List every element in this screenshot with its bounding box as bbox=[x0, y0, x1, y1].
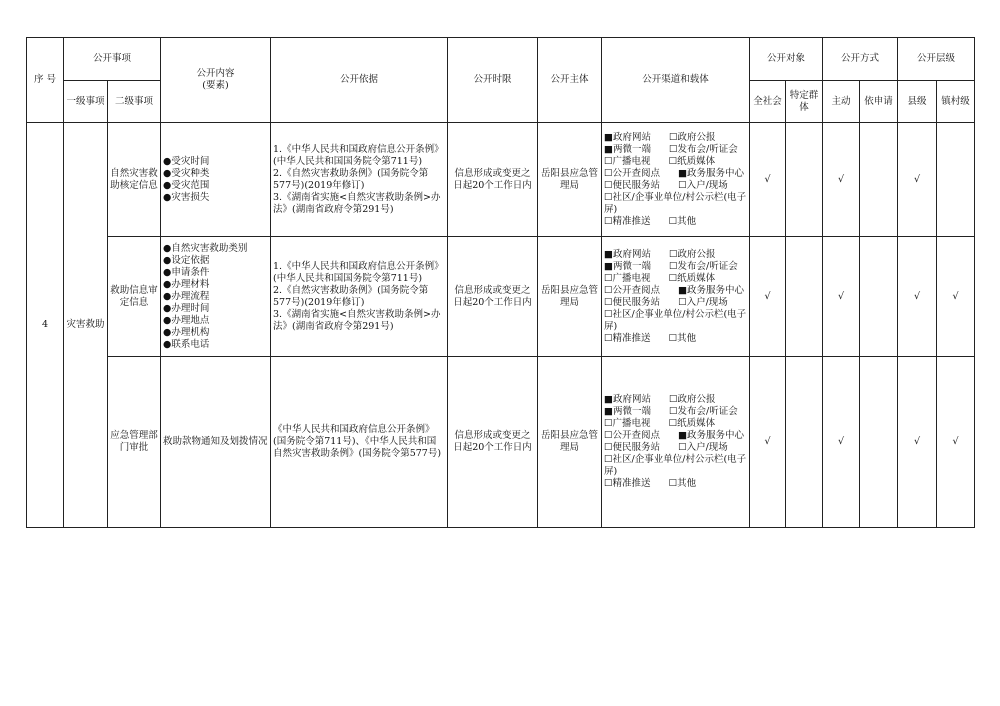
channel-community: 社区/企事业单位/村公示栏(电子屏) bbox=[604, 191, 747, 215]
basis-item: 3.《湖南省实施<自然灾害救助条例>办法》(湖南省政府令第291号) bbox=[273, 191, 441, 215]
row-target-group bbox=[786, 357, 823, 528]
channel-service-center: 政务服务中心 bbox=[687, 284, 745, 296]
unchecked-box-icon: ☐ bbox=[604, 272, 613, 284]
header-channel: 公开渠道和载体 bbox=[602, 38, 750, 123]
channel-two-micro: 两微一端 bbox=[613, 260, 652, 272]
row-level2: 救助信息审定信息 bbox=[108, 237, 161, 357]
basis-item: 2.《自然灾害救助条例》(国务院令第577号)(2019年修订) bbox=[273, 284, 429, 308]
unchecked-box-icon: ☐ bbox=[668, 272, 678, 284]
content-item: ● 自然灾害救助类别 bbox=[163, 243, 268, 255]
channel-press: 发布会/听证会 bbox=[677, 406, 738, 417]
header-subject: 公开主体 bbox=[538, 38, 602, 123]
row-method-apply bbox=[860, 357, 898, 528]
header-basis: 公开依据 bbox=[271, 38, 448, 123]
row-method-active: √ bbox=[823, 357, 860, 528]
channel-gov-gazette: 政府公报 bbox=[677, 248, 716, 260]
row-method-active: √ bbox=[823, 123, 860, 237]
row-target-all: √ bbox=[750, 357, 786, 528]
row-subject: 岳阳县应急管理局 bbox=[538, 123, 602, 237]
row-method-apply bbox=[860, 237, 898, 357]
unchecked-box-icon: ☐ bbox=[604, 454, 613, 465]
channel-reading-point: 公开查阅点 bbox=[612, 430, 661, 441]
unchecked-box-icon: ☐ bbox=[668, 478, 678, 489]
unchecked-box-icon: ☐ bbox=[669, 260, 678, 272]
row-tier-county: √ bbox=[898, 237, 937, 357]
content-item: ● 办理机构 bbox=[163, 327, 268, 339]
channel-service-center: 政务服务中心 bbox=[687, 167, 745, 179]
content-item: ● 办理流程 bbox=[163, 291, 268, 303]
unchecked-box-icon: ☐ bbox=[669, 143, 678, 155]
content-item: ● 办理材料 bbox=[163, 279, 268, 291]
header-content-sub: (要素) bbox=[202, 80, 229, 91]
channel-gov-site: 政府网站 bbox=[613, 248, 652, 260]
unchecked-box-icon: ☐ bbox=[604, 478, 613, 489]
unchecked-box-icon: ☐ bbox=[604, 332, 613, 344]
row-subject: 岳阳县应急管理局 bbox=[538, 357, 602, 528]
unchecked-box-icon: ☐ bbox=[604, 430, 613, 441]
channel-other: 其他 bbox=[677, 478, 697, 489]
group-seq: 4 bbox=[27, 123, 64, 528]
table-row bbox=[27, 237, 975, 357]
channel-other: 其他 bbox=[677, 215, 697, 227]
basis-item: 2.《自然灾害救助条例》(国务院令第577号)(2019年修订) bbox=[273, 167, 429, 191]
header-target-all: 全社会 bbox=[750, 81, 786, 123]
unchecked-box-icon: ☐ bbox=[678, 296, 687, 308]
table-row bbox=[27, 123, 975, 237]
header-target: 公开对象 bbox=[750, 38, 823, 81]
row-tier-town: √ bbox=[937, 357, 975, 528]
unchecked-box-icon: ☐ bbox=[604, 167, 613, 179]
row-basis bbox=[271, 123, 448, 237]
row-tier-county: √ bbox=[898, 357, 937, 528]
channel-two-micro: 两微一端 bbox=[613, 143, 652, 155]
header-tier: 公开层级 bbox=[898, 38, 975, 81]
channel-reading-point: 公开查阅点 bbox=[612, 167, 661, 179]
channel-gov-gazette: 政府公报 bbox=[677, 394, 716, 405]
content-item: ● 受灾种类 bbox=[163, 168, 268, 180]
unchecked-box-icon: ☐ bbox=[668, 418, 678, 429]
row-time: 信息形成或变更之日起20个工作日内 bbox=[448, 123, 538, 237]
channel-service-station: 便民服务站 bbox=[612, 442, 661, 453]
row-level2: 应急管理部门审批 bbox=[108, 357, 161, 528]
row-method-apply bbox=[860, 123, 898, 237]
unchecked-box-icon: ☐ bbox=[668, 155, 678, 167]
checked-box-icon: ■ bbox=[678, 430, 688, 441]
channel-community: 社区/企事业单位/村公示栏(电子屏) bbox=[604, 454, 747, 477]
unchecked-box-icon: ☐ bbox=[668, 215, 678, 227]
row-channels bbox=[602, 357, 750, 528]
row-basis bbox=[271, 237, 448, 357]
header-method: 公开方式 bbox=[823, 38, 898, 81]
unchecked-box-icon: ☐ bbox=[604, 155, 613, 167]
row-tier-town bbox=[937, 123, 975, 237]
unchecked-box-icon: ☐ bbox=[604, 191, 613, 203]
basis-item: 1.《中华人民共和国政府信息公开条例》(中华人民共和国国务院令第711号) bbox=[273, 143, 444, 167]
unchecked-box-icon: ☐ bbox=[604, 179, 613, 191]
content-item: ● 受灾范围 bbox=[163, 180, 268, 192]
unchecked-box-icon: ☐ bbox=[669, 248, 678, 260]
header-level2: 二级事项 bbox=[108, 81, 161, 123]
row-level2: 自然灾害救助核定信息 bbox=[108, 123, 161, 237]
checked-box-icon: ■ bbox=[604, 143, 613, 155]
channel-reading-point: 公开查阅点 bbox=[612, 284, 661, 296]
header-method-active: 主动 bbox=[823, 81, 860, 123]
channel-other: 其他 bbox=[677, 332, 697, 344]
channel-broadcast: 广播电视 bbox=[612, 155, 651, 167]
content-item: ● 申请条件 bbox=[163, 267, 268, 279]
row-target-group bbox=[786, 237, 823, 357]
unchecked-box-icon: ☐ bbox=[678, 442, 687, 453]
unchecked-box-icon: ☐ bbox=[604, 442, 613, 453]
row-content bbox=[161, 123, 271, 237]
unchecked-box-icon: ☐ bbox=[669, 406, 678, 417]
unchecked-box-icon: ☐ bbox=[669, 131, 678, 143]
row-target-all: √ bbox=[750, 123, 786, 237]
checked-box-icon: ■ bbox=[604, 394, 613, 405]
channel-broadcast: 广播电视 bbox=[612, 272, 651, 284]
basis-item: 3.《湖南省实施<自然灾害救助条例>办法》(湖南省政府令第291号) bbox=[273, 308, 441, 332]
channel-precise: 精准推送 bbox=[612, 478, 651, 489]
unchecked-box-icon: ☐ bbox=[604, 418, 613, 429]
row-content: 救助款物通知及划拨情况 bbox=[161, 357, 271, 528]
channel-gov-gazette: 政府公报 bbox=[677, 131, 716, 143]
channel-press: 发布会/听证会 bbox=[677, 143, 738, 155]
content-item: ● 设定依据 bbox=[163, 255, 268, 267]
row-subject: 岳阳县应急管理局 bbox=[538, 237, 602, 357]
group-level1: 灾害救助 bbox=[64, 123, 108, 528]
table-row bbox=[27, 357, 975, 528]
header-tier-town: 镇村级 bbox=[937, 81, 975, 123]
row-method-active: √ bbox=[823, 237, 860, 357]
checked-box-icon: ■ bbox=[604, 248, 613, 260]
unchecked-box-icon: ☐ bbox=[668, 332, 678, 344]
channel-gov-site: 政府网站 bbox=[613, 394, 652, 405]
row-tier-town: √ bbox=[937, 237, 975, 357]
channel-precise: 精准推送 bbox=[612, 332, 651, 344]
content-item: ● 办理时间 bbox=[163, 303, 268, 315]
channel-service-center: 政务服务中心 bbox=[687, 430, 745, 441]
row-channels bbox=[602, 123, 750, 237]
header-content bbox=[161, 38, 271, 123]
channel-community: 社区/企事业单位/村公示栏(电子屏) bbox=[604, 308, 747, 332]
content-item: ● 联系电话 bbox=[163, 339, 268, 351]
channel-precise: 精准推送 bbox=[612, 215, 651, 227]
header-time: 公开时限 bbox=[448, 38, 538, 123]
header-matters: 公开事项 bbox=[64, 38, 161, 81]
content-item: ● 灾害损失 bbox=[163, 192, 268, 204]
checked-box-icon: ■ bbox=[678, 167, 688, 179]
row-basis bbox=[271, 357, 448, 528]
header-tier-county: 县级 bbox=[898, 81, 937, 123]
unchecked-box-icon: ☐ bbox=[678, 179, 687, 191]
header-seq: 序 号 bbox=[27, 38, 64, 123]
content-item: ● 受灾时间 bbox=[163, 156, 268, 168]
unchecked-box-icon: ☐ bbox=[604, 284, 613, 296]
header-target-group: 特定群体 bbox=[786, 81, 823, 123]
unchecked-box-icon: ☐ bbox=[669, 394, 678, 405]
checked-box-icon: ■ bbox=[604, 131, 613, 143]
unchecked-box-icon: ☐ bbox=[604, 308, 613, 320]
checked-box-icon: ■ bbox=[604, 406, 613, 417]
channel-door: 入户/现场 bbox=[686, 442, 728, 453]
unchecked-box-icon: ☐ bbox=[604, 296, 613, 308]
channel-service-station: 便民服务站 bbox=[612, 296, 661, 308]
channel-door: 入户/现场 bbox=[686, 296, 728, 308]
header-content-label: 公开内容 bbox=[196, 68, 235, 79]
header-method-apply: 依申请 bbox=[860, 81, 898, 123]
channel-broadcast: 广播电视 bbox=[612, 418, 651, 429]
header-level1: 一级事项 bbox=[64, 81, 108, 123]
basis-item: 《中华人民共和国政府信息公开条例》(国务院令第711号)、《中华人民共和国自然灾害救助条例》(国务院令第577号) bbox=[273, 424, 442, 459]
disclosure-table bbox=[26, 37, 975, 528]
row-content bbox=[161, 237, 271, 357]
basis-item: 1.《中华人民共和国政府信息公开条例》(中华人民共和国国务院令第711号) bbox=[273, 260, 444, 284]
channel-door: 入户/现场 bbox=[686, 179, 728, 191]
checked-box-icon: ■ bbox=[678, 284, 688, 296]
unchecked-box-icon: ☐ bbox=[604, 215, 613, 227]
channel-gov-site: 政府网站 bbox=[613, 131, 652, 143]
content-item: ● 办理地点 bbox=[163, 315, 268, 327]
row-time: 信息形成或变更之日起20个工作日内 bbox=[448, 237, 538, 357]
channel-service-station: 便民服务站 bbox=[612, 179, 661, 191]
row-target-all: √ bbox=[750, 237, 786, 357]
channel-paper: 纸质媒体 bbox=[677, 272, 716, 284]
channel-press: 发布会/听证会 bbox=[677, 260, 738, 272]
channel-two-micro: 两微一端 bbox=[613, 406, 652, 417]
channel-paper: 纸质媒体 bbox=[677, 155, 716, 167]
channel-paper: 纸质媒体 bbox=[677, 418, 716, 429]
checked-box-icon: ■ bbox=[604, 260, 613, 272]
row-tier-county: √ bbox=[898, 123, 937, 237]
row-target-group bbox=[786, 123, 823, 237]
row-time: 信息形成或变更之日起20个工作日内 bbox=[448, 357, 538, 528]
row-channels bbox=[602, 237, 750, 357]
